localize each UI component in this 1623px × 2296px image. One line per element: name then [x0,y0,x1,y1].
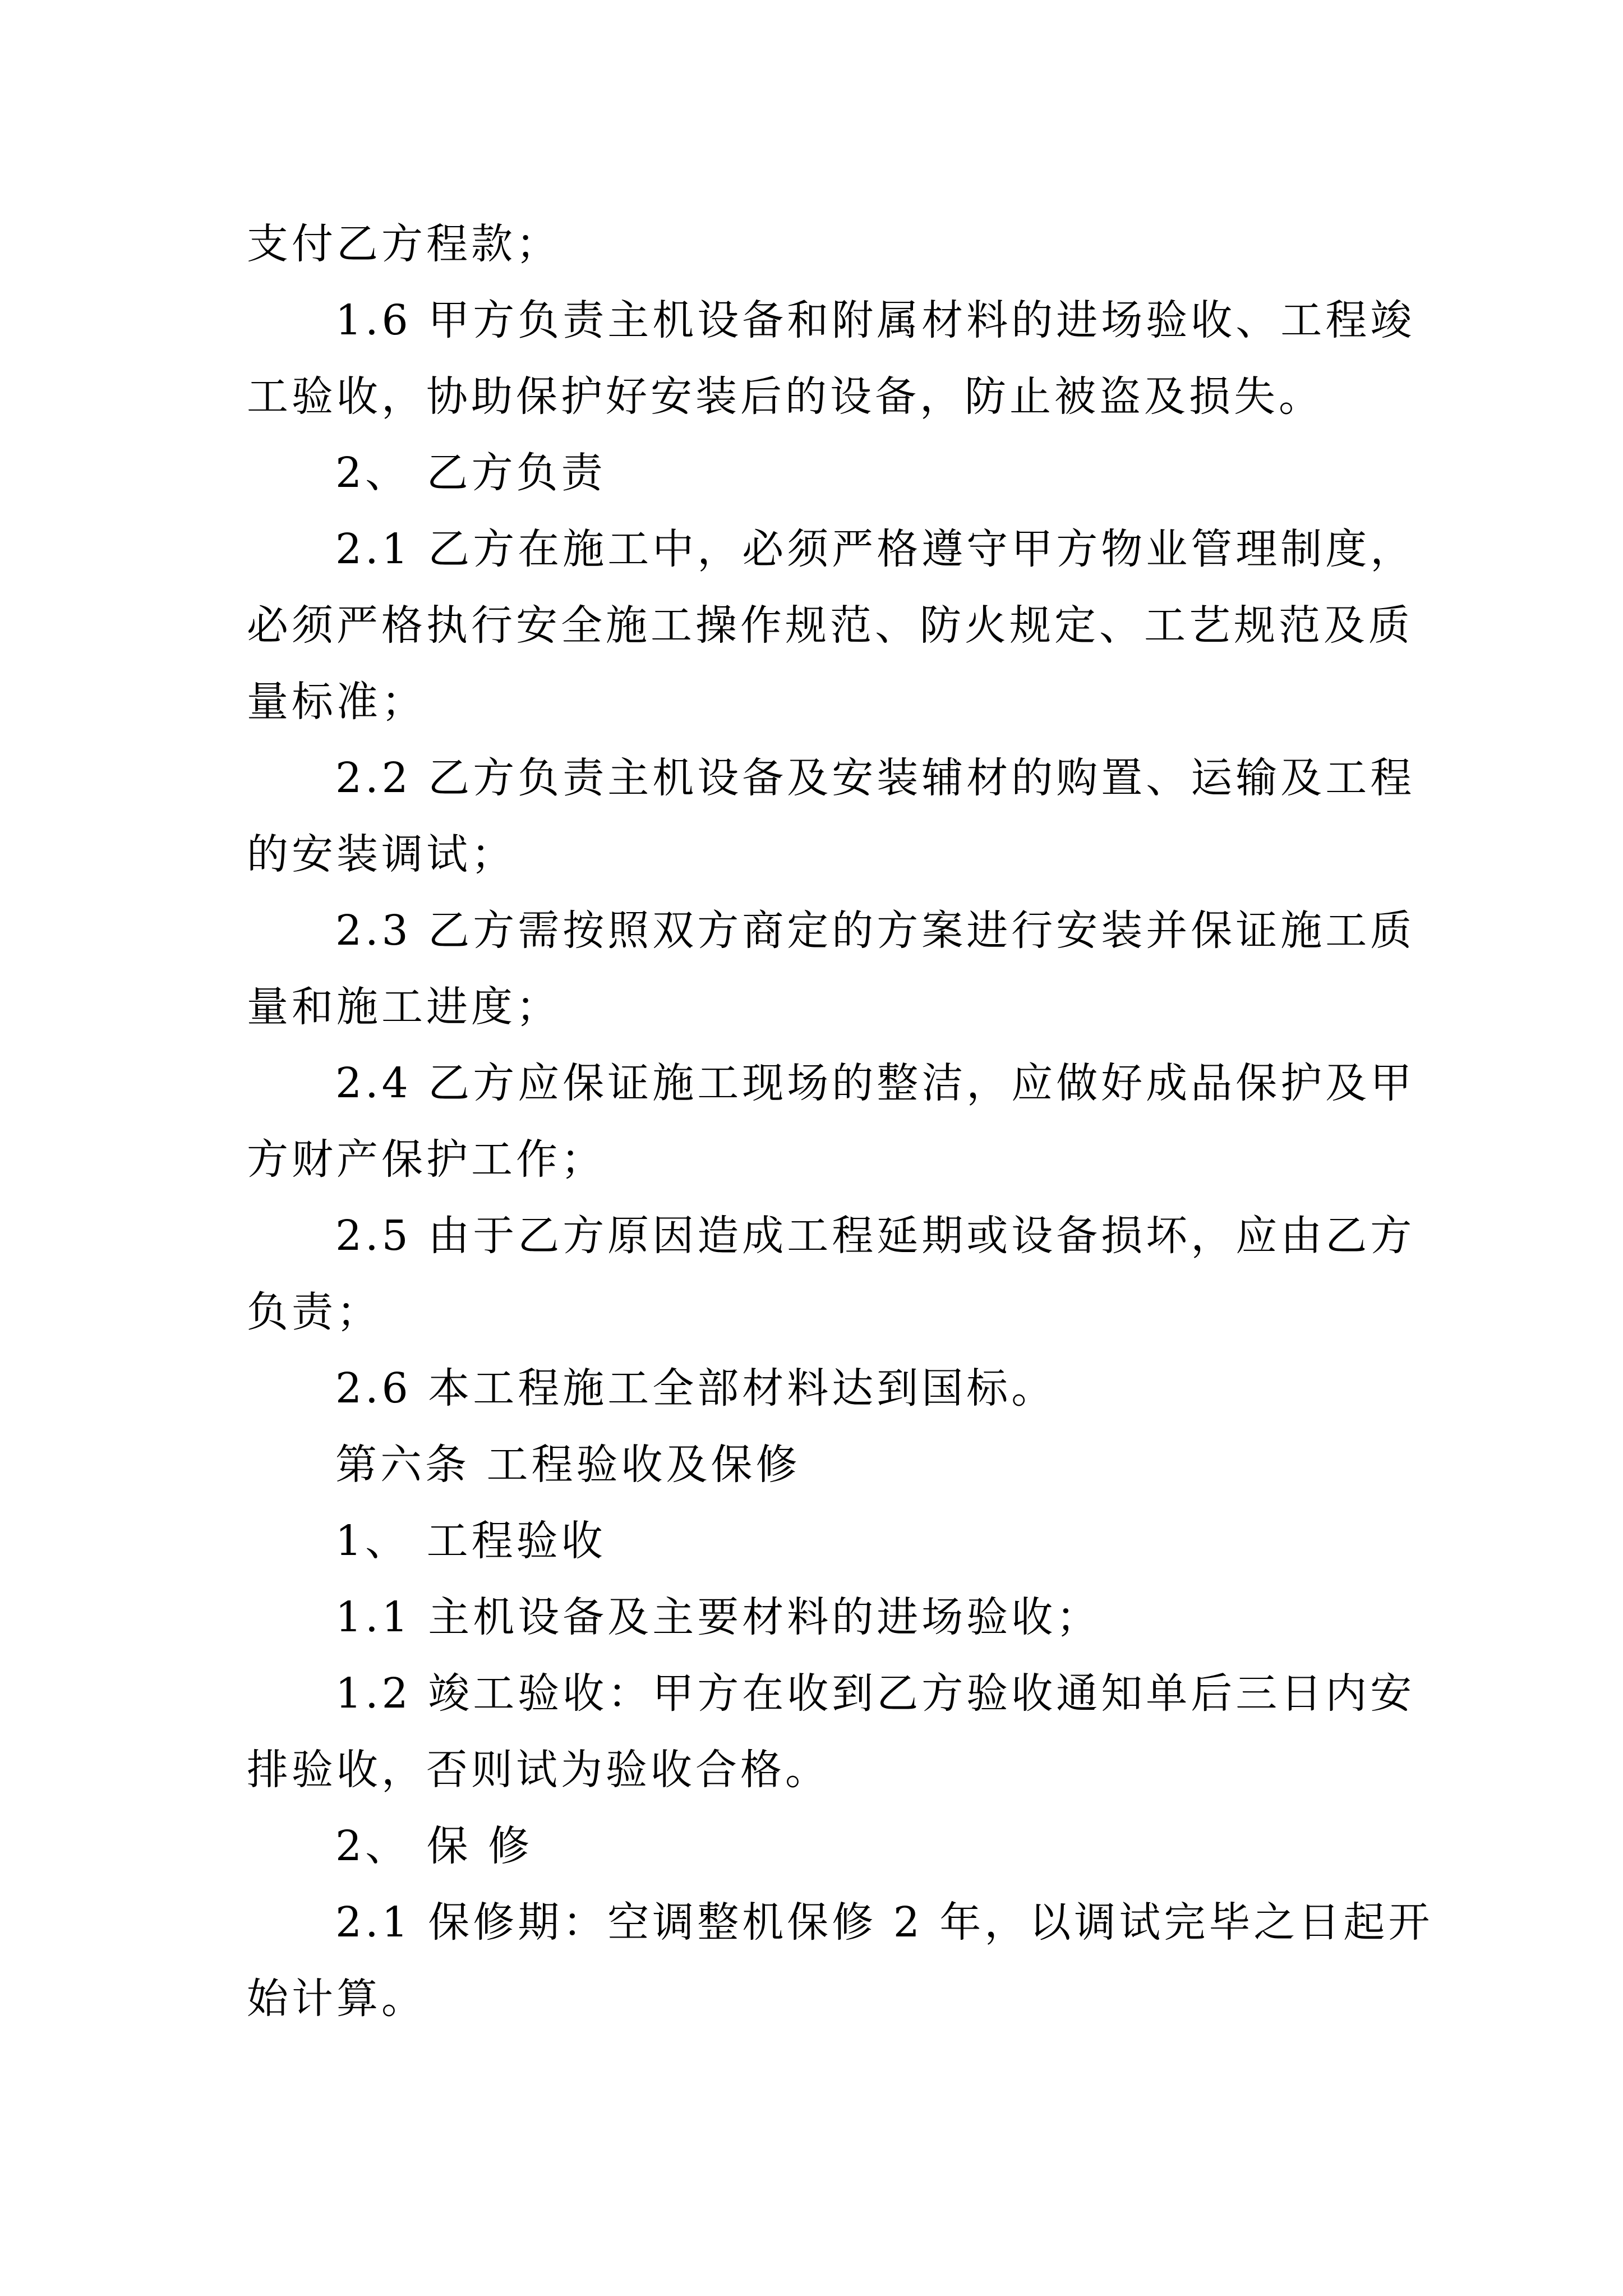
section-heading: 2、 保 修 [335,1822,533,1870]
text-line: 2.1 乙方在施工中，必须严格遵守甲方物业管理制度， [335,525,1415,573]
text-line: 方财产保护工作； [247,1135,606,1184]
text-line: 必须严格执行安全施工操作规范、防火规定、工艺规范及质 [247,601,1413,650]
text-line: 2.4 乙方应保证施工现场的整洁，应做好成品保护及甲 [335,1059,1415,1107]
text-line: 2.6 本工程施工全部材料达到国标。 [335,1364,1057,1412]
text-line: 支付乙方程款； [247,220,561,268]
text-line: 量标准； [247,678,426,726]
section-heading: 2、 乙方负责 [335,449,606,497]
text-line: 2.1 保修期：空调整机保修 2 年，以调试完毕之日起开 [335,1898,1433,1947]
text-line: 负责； [247,1288,381,1336]
text-line: 始计算。 [247,1975,426,2023]
section-heading: 1、 工程验收 [335,1517,606,1565]
text-line: 2.5 由于乙方原因造成工程延期或设备损坏，应由乙方 [335,1212,1415,1260]
text-line: 1.2 竣工验收：甲方在收到乙方验收通知单后三日内安 [335,1669,1415,1718]
text-line: 2.2 乙方负责主机设备及安装辅材的购置、运输及工程 [335,754,1415,802]
article-heading: 第六条 工程验收及保修 [335,1441,801,1489]
text-line: 量和施工进度； [247,983,561,1031]
text-line: 1.6 甲方负责主机设备和附属材料的进场验收、工程竣 [335,296,1415,344]
text-line: 排验收，否则试为验收合格。 [247,1746,830,1794]
text-line: 1.1 主机设备及主要材料的进场验收； [335,1593,1101,1641]
text-line: 2.3 乙方需按照双方商定的方案进行安装并保证施工质 [335,907,1415,955]
text-line: 工验收，协助保护好安装后的设备，防止被盗及损失。 [247,372,1324,421]
text-line: 的安装调试； [247,830,516,878]
